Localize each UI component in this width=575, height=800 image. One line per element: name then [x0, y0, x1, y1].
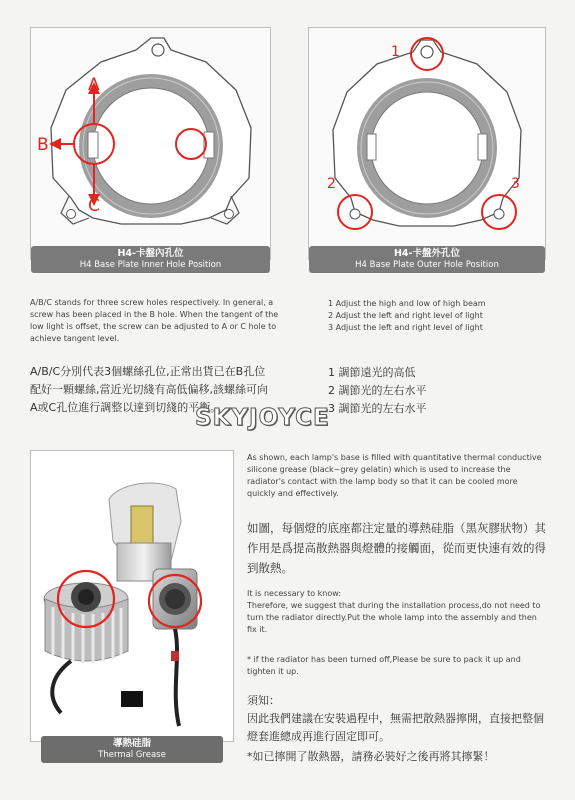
photo-caption-cn: 導熱硅脂	[112, 738, 151, 749]
thermal-grease-photo	[31, 451, 233, 741]
connector	[121, 691, 143, 707]
label-c: C	[88, 196, 100, 216]
outer-caption-en: H4 Base Plate Outer Hole Position	[355, 260, 499, 270]
inner-opening	[371, 92, 483, 204]
label-b: B	[37, 135, 49, 155]
notice-zh-2: *如已擰開了散熱器，請務必裝好之後再將其擰緊！	[247, 750, 495, 763]
lamp-chip	[131, 506, 153, 548]
label-2: 2	[327, 176, 336, 192]
top-tab-hole	[421, 46, 433, 58]
top-tab-hole	[152, 44, 164, 56]
inner-hole-diagram	[31, 28, 270, 259]
inner-caption-cn: H4-卡盤內孔位	[117, 248, 184, 259]
label-1: 1	[391, 44, 400, 60]
label-a: A	[88, 75, 100, 95]
inner-description-zh: A/B/C分別代表3個螺絲孔位,正常出貨已在B孔位配好一顆螺絲,當近光切綫有高低偏移,該螺絲可向A或C孔位進行調整以達到切綫的平衡。	[30, 365, 268, 414]
outer-hole-diagram	[309, 28, 545, 259]
thermal-grease-caption	[41, 736, 223, 763]
inner-caption-en: H4 Base Plate Inner Hole Position	[79, 260, 222, 270]
inner-opening	[93, 88, 209, 204]
outer-caption-cn: H4-卡盤外孔位	[393, 248, 460, 259]
notice-zh: 因此我們建議在安裝過程中，無需把散熱器擰開，直接把整個燈套進總成再進行固定即可。	[247, 712, 544, 743]
notice-en: It is necessary to know: Therefore, we suggest that during the installation process,do not need to turn the radiator directly.Put the whole lamp into the assembly and then fix it.	[247, 589, 541, 634]
outer-adjust-list-zh	[328, 364, 558, 418]
inner-description-en: A/B/C stands for three screw holes respectively. In general, a screw has been placed in the B hole. When the tangent of the low light is offset, the screw can be adjusted to A or C hole to achieve tangent level.	[30, 298, 279, 343]
outer-adjust-item: 2 Adjust the left and right level of light	[328, 311, 483, 320]
outer-adjust-list-en	[328, 298, 558, 334]
outer-adjust-item: 3 Adjust the left and right level of light	[328, 323, 483, 332]
outer-hole-caption	[309, 246, 545, 273]
outer-adjust-item: 1 Adjust the high and low of high beam	[328, 299, 486, 308]
grease-description-en: As shown, each lamp's base is filled with quantitative thermal conductive silicone grease (black~grey gelatin) which is used to increase the radiator's contact with the lamp body so that it can be cooled more quickly and effectively.	[247, 453, 542, 498]
wire	[175, 629, 179, 726]
notice-zh-title: 須知：	[247, 694, 280, 707]
watermark: SKYJOYCE	[195, 405, 330, 431]
outer-hole-diagram-panel	[308, 27, 546, 270]
photo-caption-en: Thermal Grease	[98, 750, 166, 760]
inner-hole-diagram-panel	[30, 27, 271, 270]
outer-adjust-item-zh: 1 調節遠光的高低	[328, 366, 416, 379]
label-3: 3	[511, 176, 520, 192]
inner-hole-caption	[31, 246, 270, 273]
grease-description-zh: 如圖，每個燈的底座都注定量的導熱硅脂（黑灰膠狀物）其作用是爲提高散熱器與燈體的接觸面，從而更快速有效的得到散熱。	[247, 521, 546, 575]
thermal-grease-photo-panel	[30, 450, 234, 760]
outer-adjust-item-zh: 3 調節光的左右水平	[328, 402, 427, 415]
notice-en-2: * if the radiator has been turned off,Please be sure to pack it up and tighten it up.	[247, 655, 521, 676]
outer-adjust-item-zh: 2 調節光的左右水平	[328, 384, 427, 397]
